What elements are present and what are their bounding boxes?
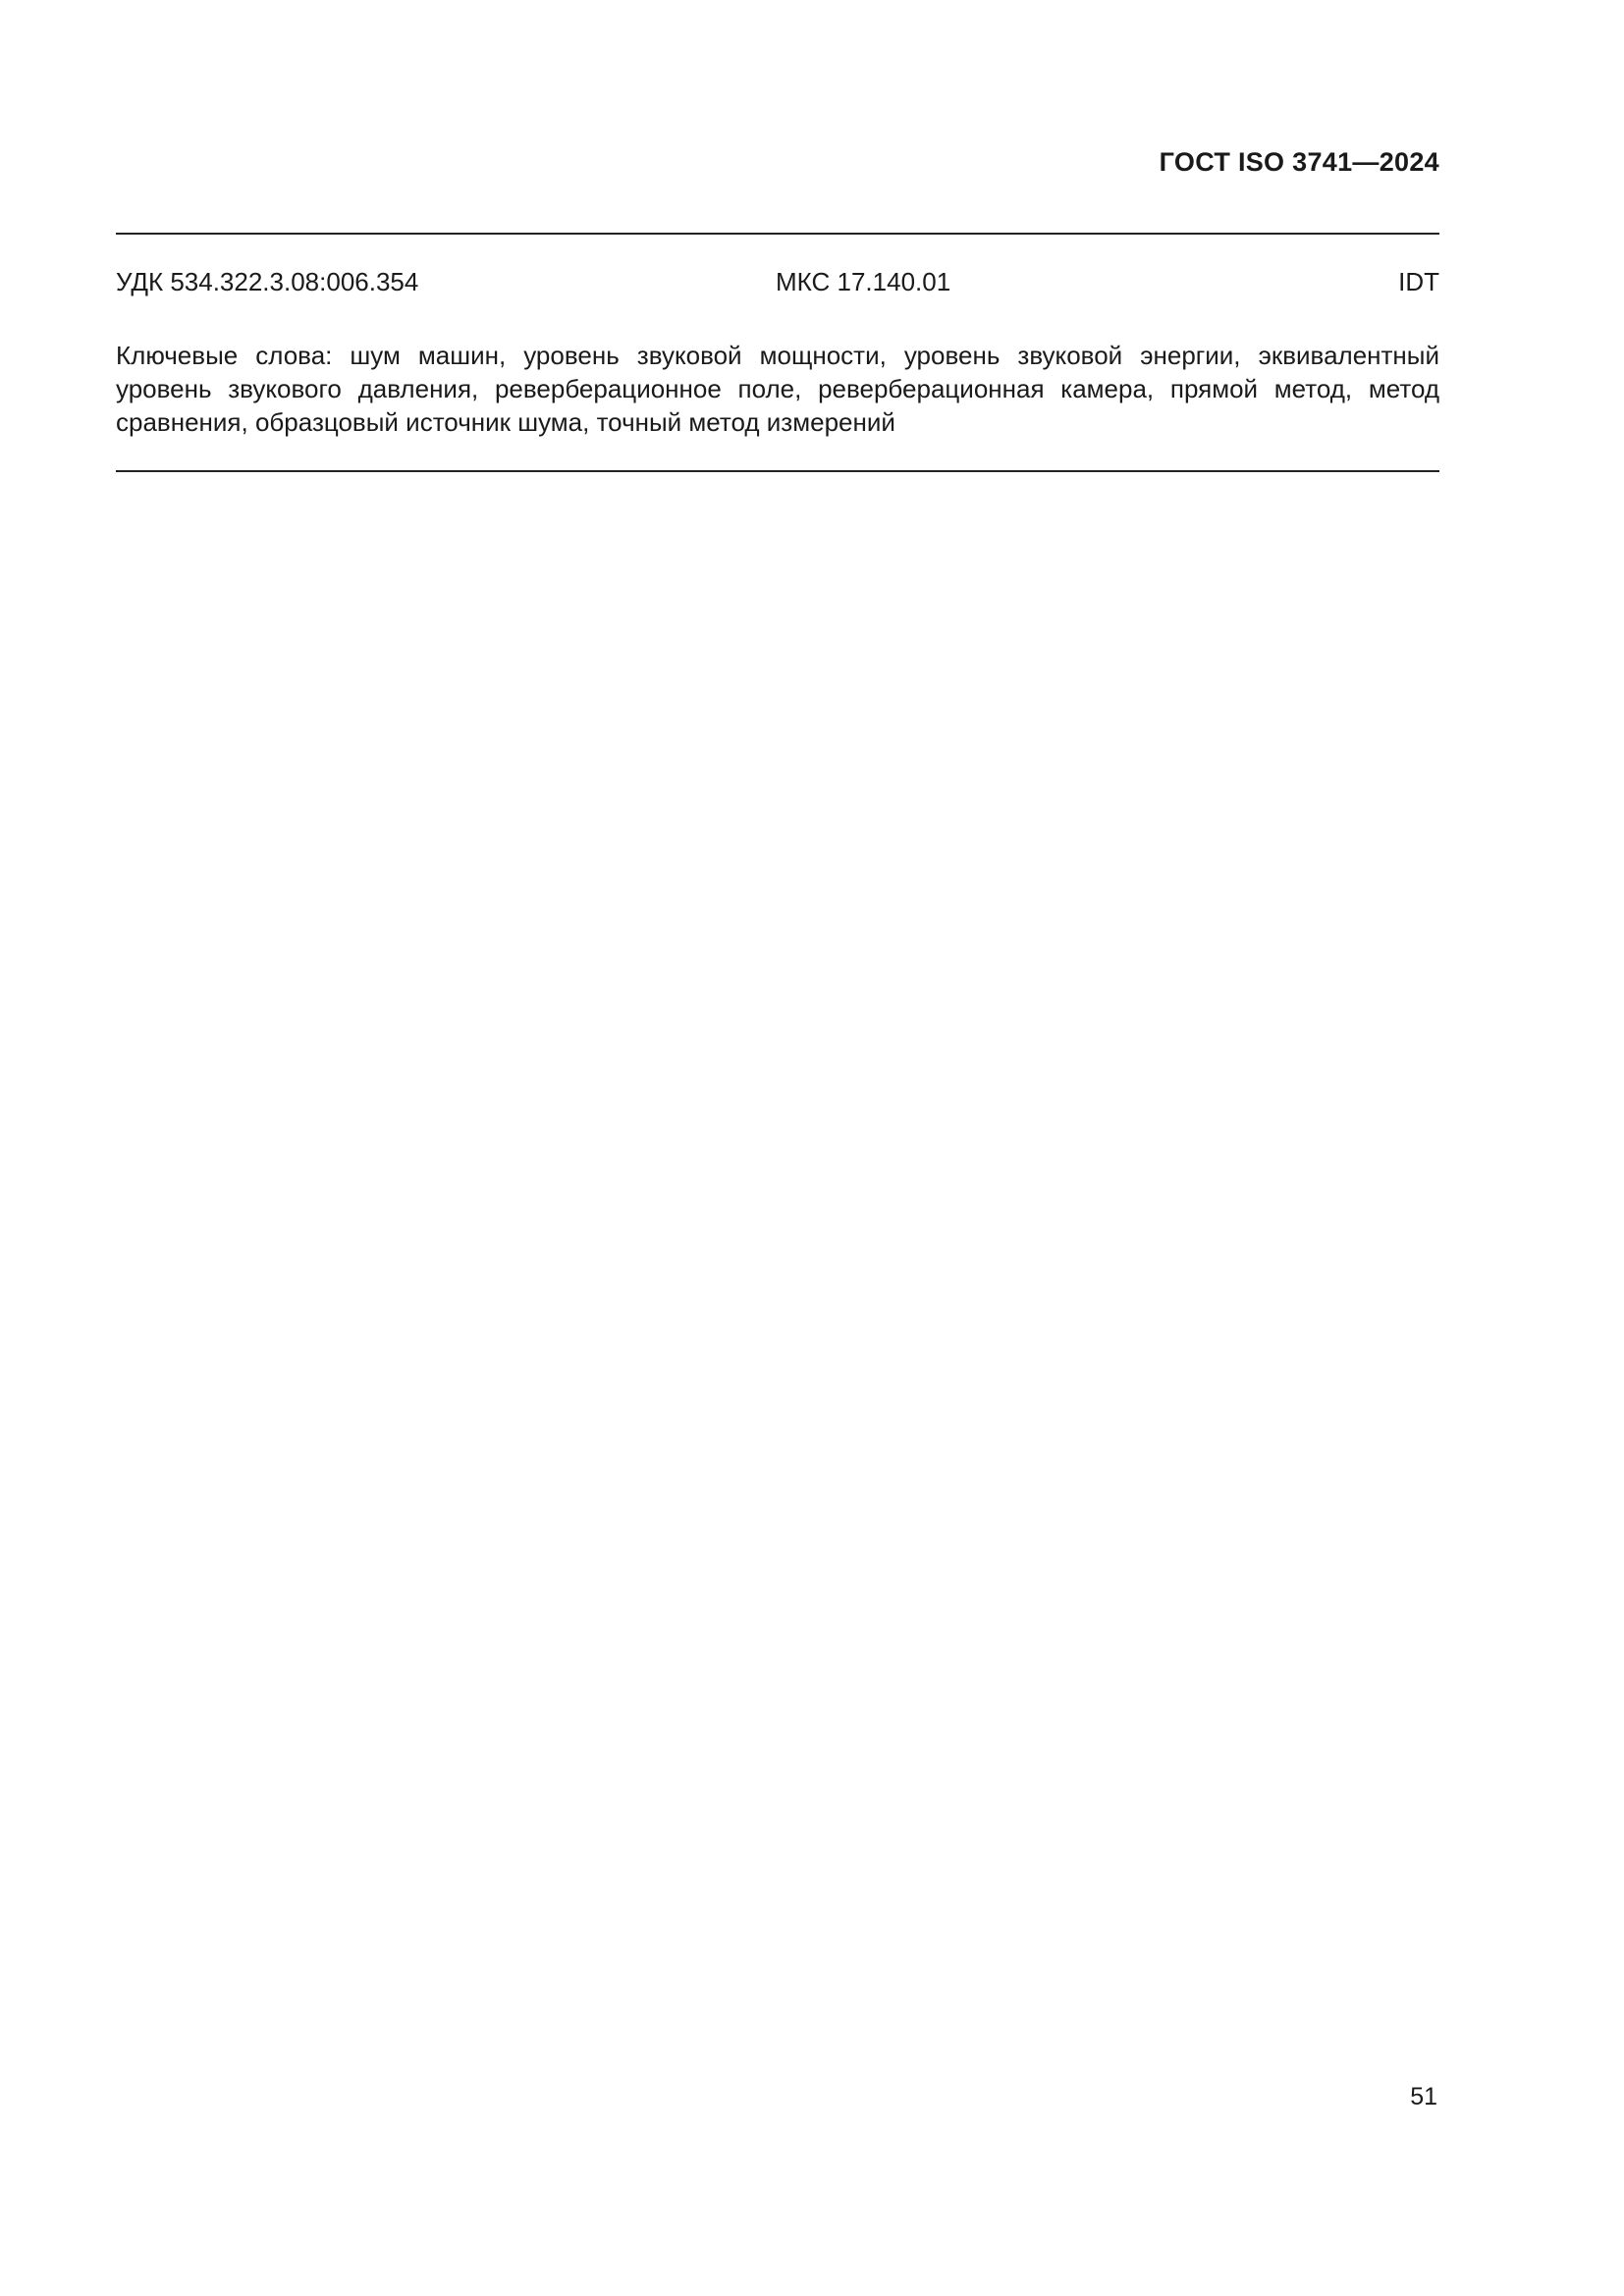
keywords-line: Ключевые слова: шум машин, уровень звуковой мощности, уровень звуковой энергии, эквивалентный (116, 341, 1439, 370)
document-code: ГОСТ ISO 3741—2024 (1159, 147, 1439, 177)
keywords-block (116, 339, 1439, 439)
idt-label: IDT (1398, 267, 1439, 296)
bottom-divider (116, 470, 1439, 472)
page-number: 51 (1410, 2083, 1437, 2110)
mks-code: МКС 17.140.01 (776, 267, 951, 296)
keywords-line: уровень звукового давления, реверберационное поле, реверберационная камера, прямой метод, метод (116, 374, 1439, 403)
keywords-line: сравнения, образцовый источник шума, точный метод измерений (116, 407, 895, 437)
top-divider (116, 233, 1439, 235)
udk-code: УДК 534.322.3.08:006.354 (116, 267, 419, 296)
